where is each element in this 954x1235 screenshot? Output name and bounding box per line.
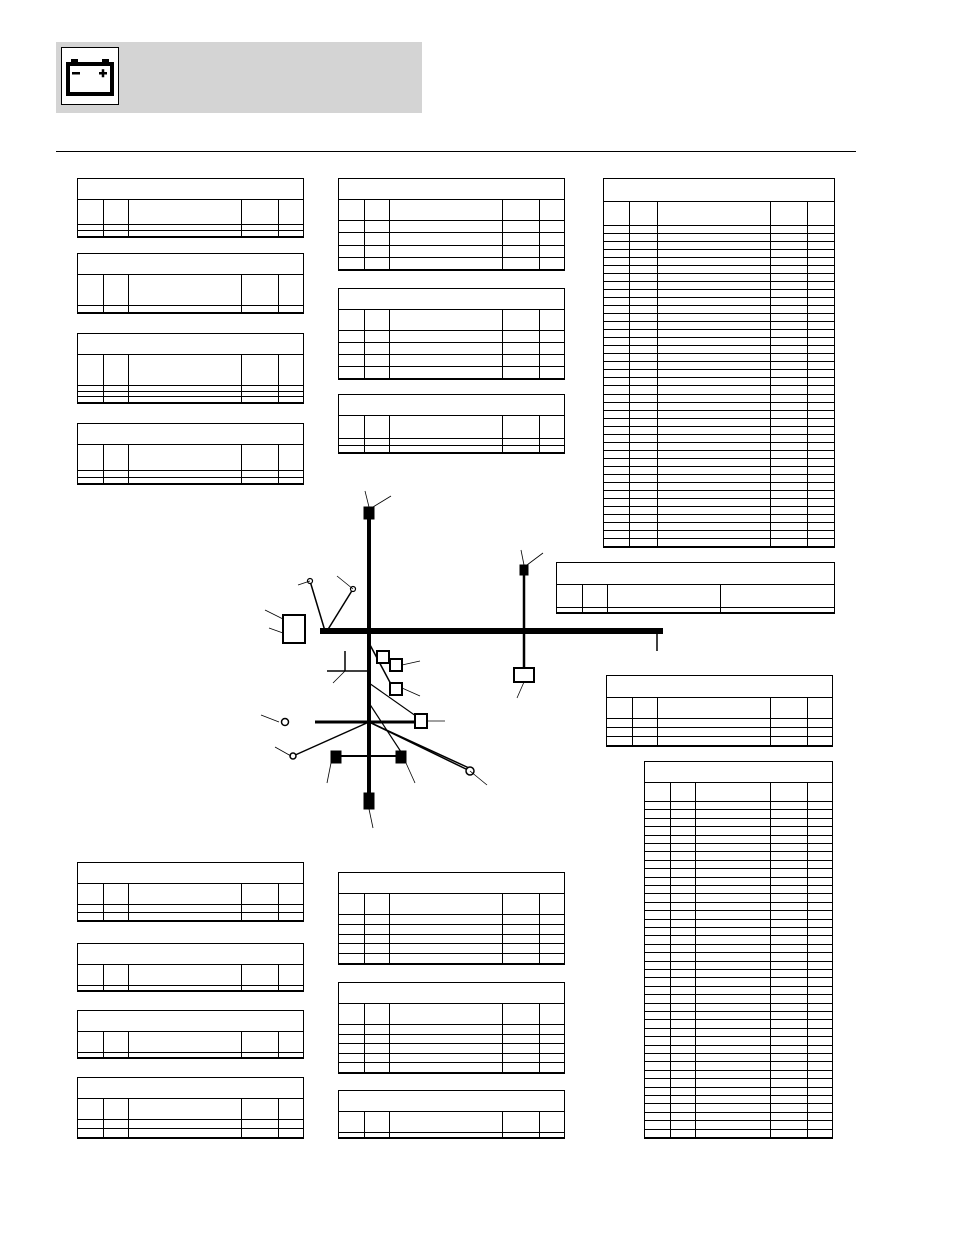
connector-right-top	[520, 565, 528, 575]
table-row	[339, 355, 564, 367]
table-column-divider	[241, 1032, 242, 1058]
table-row	[645, 1088, 832, 1096]
leader-1	[365, 491, 369, 507]
wire-harness-diagram	[255, 483, 675, 833]
table-column-divider	[364, 1112, 365, 1138]
table-row	[604, 258, 834, 266]
table-row	[645, 878, 832, 886]
table-row	[604, 435, 834, 443]
table-row	[339, 1035, 564, 1045]
table-row	[604, 274, 834, 282]
table-column-divider	[241, 200, 242, 237]
table-row	[339, 246, 564, 258]
table-row	[645, 852, 832, 860]
table-row	[645, 987, 832, 995]
table-column-divider	[241, 275, 242, 313]
leader-10	[275, 747, 291, 756]
wiring-table-t15	[77, 1077, 304, 1139]
table-column-divider	[241, 445, 242, 484]
table-row	[339, 221, 564, 233]
table-row	[604, 362, 834, 370]
table-row	[604, 322, 834, 330]
table-column-divider	[278, 445, 279, 484]
table-row	[645, 911, 832, 919]
connector-relay-3	[390, 683, 402, 695]
table-row	[78, 1120, 303, 1129]
table-row	[645, 1130, 832, 1138]
connector-right-bottom	[514, 668, 534, 682]
table-caption	[339, 983, 564, 1004]
table-column-divider	[128, 200, 129, 237]
table-caption	[339, 289, 564, 310]
table-column-divider	[502, 1004, 503, 1073]
connector-relay-1	[377, 651, 389, 663]
table-row	[339, 1063, 564, 1073]
table-row	[604, 467, 834, 475]
table-column-divider	[364, 1004, 365, 1073]
leader-11	[470, 771, 487, 785]
wiring-table-t17	[338, 982, 565, 1074]
table-row	[645, 1062, 832, 1070]
wiring-table-t13	[77, 943, 304, 992]
branch-diag-right	[369, 722, 470, 771]
table-row	[604, 338, 834, 346]
table-caption	[78, 863, 303, 884]
leader-13	[327, 763, 331, 783]
table-row	[604, 298, 834, 306]
table-row	[339, 233, 564, 245]
table-caption	[78, 424, 303, 445]
table-row	[645, 844, 832, 852]
table-caption	[78, 254, 303, 275]
table-row	[339, 935, 564, 945]
table-column-divider	[278, 884, 279, 921]
connector-foot-left	[331, 751, 341, 763]
table-row	[339, 258, 564, 270]
table-column-divider	[278, 355, 279, 403]
table-row	[645, 953, 832, 961]
table-row	[604, 378, 834, 386]
table-row	[604, 242, 834, 250]
table-column-divider	[278, 1032, 279, 1058]
connector-foot-right	[396, 751, 406, 763]
table-row	[604, 387, 834, 395]
table-row	[339, 915, 564, 925]
table-row	[645, 995, 832, 1003]
table-header	[78, 200, 303, 225]
table-header	[78, 355, 303, 386]
table-row	[604, 403, 834, 411]
table-row	[604, 419, 834, 427]
table-column-divider	[502, 310, 503, 379]
table-row	[645, 1020, 832, 1028]
table-column-divider	[241, 884, 242, 921]
connector-mid-right	[415, 714, 427, 728]
table-row	[604, 226, 834, 234]
table-column-divider	[364, 894, 365, 964]
table-column-divider	[807, 783, 808, 1138]
leader-8	[337, 576, 353, 589]
table-column-divider	[539, 310, 540, 379]
table-column-divider	[241, 965, 242, 991]
table-row	[604, 354, 834, 362]
table-header	[604, 202, 834, 226]
battery-icon	[62, 48, 118, 104]
table-column-divider	[103, 1032, 104, 1058]
table-column-divider	[128, 965, 129, 991]
table-header	[339, 1004, 564, 1025]
table-row	[645, 928, 832, 936]
table-row	[645, 1037, 832, 1045]
table-row	[339, 1044, 564, 1054]
table-row	[339, 331, 564, 343]
table-column-divider	[770, 202, 771, 547]
table-column-divider	[128, 355, 129, 403]
wiring-table-t2	[77, 253, 304, 314]
table-row	[604, 290, 834, 298]
table-row	[339, 944, 564, 954]
table-row	[604, 306, 834, 314]
table-column-divider	[128, 1099, 129, 1138]
leader-3	[521, 550, 524, 565]
table-caption	[339, 1091, 564, 1112]
connector-top	[364, 507, 374, 519]
branch-fan-2	[369, 703, 405, 758]
table-row	[645, 1121, 832, 1129]
table-caption	[78, 944, 303, 965]
table-header	[339, 1112, 564, 1133]
table-row	[645, 1012, 832, 1020]
table-row	[339, 1054, 564, 1064]
table-column-divider	[807, 698, 808, 746]
table-column-divider	[695, 783, 696, 1138]
leader-18	[402, 688, 420, 696]
table-header	[339, 894, 564, 915]
table-row	[645, 1046, 832, 1054]
table-row	[645, 1079, 832, 1087]
wiring-table-t4	[77, 423, 304, 485]
table-row	[604, 459, 834, 467]
table-column-divider	[807, 202, 808, 547]
table-column-divider	[389, 200, 390, 270]
leader-14	[406, 763, 415, 783]
table-row	[78, 397, 303, 403]
table-row	[645, 1004, 832, 1012]
table-caption	[339, 179, 564, 200]
wiring-table-t12	[77, 862, 304, 922]
table-row	[339, 367, 564, 379]
table-column-divider	[278, 275, 279, 313]
table-header	[339, 200, 564, 221]
table-row	[78, 306, 303, 313]
leader-19	[333, 671, 345, 683]
leader-6	[269, 628, 283, 633]
wiring-table-t1	[77, 178, 304, 238]
table-row	[645, 1071, 832, 1079]
table-row	[604, 346, 834, 354]
table-column-divider	[364, 200, 365, 270]
table-row	[78, 905, 303, 913]
table-column-divider	[539, 1004, 540, 1073]
table-column-divider	[278, 1099, 279, 1138]
leader-15	[517, 682, 524, 698]
table-row	[645, 920, 832, 928]
table-row	[604, 427, 834, 435]
table-row	[604, 451, 834, 459]
table-row	[604, 475, 834, 483]
table-caption	[339, 395, 564, 416]
table-column-divider	[770, 783, 771, 1138]
table-column-divider	[539, 416, 540, 453]
wiring-table-t16	[338, 872, 565, 965]
battery-icon-box	[61, 47, 119, 105]
table-row	[604, 370, 834, 378]
table-row	[604, 234, 834, 242]
table-row	[339, 954, 564, 964]
table-column-divider	[770, 698, 771, 746]
table-caption	[604, 179, 834, 202]
table-header	[78, 1032, 303, 1053]
wiring-table-t3	[77, 333, 304, 404]
table-row	[339, 446, 564, 453]
table-row	[645, 945, 832, 953]
table-column-divider	[539, 1112, 540, 1138]
header-rule	[56, 151, 856, 152]
table-column-divider	[502, 894, 503, 964]
table-row	[645, 962, 832, 970]
table-row	[645, 1104, 832, 1112]
table-row	[78, 231, 303, 237]
connector-relay-2	[390, 659, 402, 671]
connector-left-main	[283, 615, 305, 643]
table-row	[339, 925, 564, 935]
table-row	[645, 936, 832, 944]
table-column-divider	[502, 416, 503, 453]
table-row	[78, 913, 303, 921]
table-row	[339, 1025, 564, 1035]
leader-17	[402, 661, 420, 665]
table-row	[645, 886, 832, 894]
table-caption	[78, 334, 303, 355]
table-column-divider	[502, 200, 503, 270]
table-header	[78, 965, 303, 986]
connector-bottom	[364, 793, 374, 809]
table-row	[78, 986, 303, 991]
leader-12	[369, 809, 373, 828]
table-row	[645, 836, 832, 844]
table-row	[645, 894, 832, 902]
table-row	[645, 869, 832, 877]
table-column-divider	[128, 275, 129, 313]
table-column-divider	[241, 355, 242, 403]
table-row	[645, 1096, 832, 1104]
table-row	[339, 1133, 564, 1138]
table-column-divider	[670, 783, 671, 1138]
table-header	[78, 275, 303, 306]
table-header	[339, 416, 564, 439]
table-caption	[78, 179, 303, 200]
table-row	[339, 343, 564, 355]
table-column-divider	[103, 355, 104, 403]
table-row	[339, 439, 564, 446]
table-row	[604, 314, 834, 322]
table-column-divider	[241, 1099, 242, 1138]
table-row	[645, 1113, 832, 1121]
table-column-divider	[389, 1004, 390, 1073]
wiring-table-t14	[77, 1010, 304, 1059]
table-column-divider	[364, 416, 365, 453]
table-row	[645, 970, 832, 978]
ring-terminal-left	[282, 719, 289, 726]
table-column-divider	[278, 965, 279, 991]
leader-5	[265, 610, 283, 619]
branch-up-left-b	[327, 589, 353, 631]
wiring-table-t7	[338, 394, 565, 454]
table-caption	[339, 873, 564, 894]
table-row	[604, 330, 834, 338]
table-column-divider	[389, 310, 390, 379]
table-column-divider	[103, 884, 104, 921]
leader-4	[527, 553, 543, 565]
table-header	[78, 445, 303, 471]
table-row	[645, 978, 832, 986]
table-column-divider	[128, 884, 129, 921]
wiring-table-t5	[338, 178, 565, 271]
table-row	[78, 1053, 303, 1058]
wiring-table-t6	[338, 288, 565, 380]
table-caption	[78, 1078, 303, 1099]
table-column-divider	[103, 200, 104, 237]
table-row	[604, 395, 834, 403]
leader-9	[261, 715, 279, 722]
table-row	[645, 1054, 832, 1062]
table-row	[645, 903, 832, 911]
table-row	[78, 1129, 303, 1138]
table-column-divider	[502, 1112, 503, 1138]
table-column-divider	[103, 275, 104, 313]
wiring-table-t18	[338, 1090, 565, 1139]
table-column-divider	[128, 445, 129, 484]
table-column-divider	[720, 585, 721, 613]
table-column-divider	[389, 1112, 390, 1138]
table-header	[339, 310, 564, 331]
branch-up-left-a	[310, 581, 325, 631]
table-row	[604, 250, 834, 258]
table-column-divider	[539, 894, 540, 964]
table-row	[645, 1029, 832, 1037]
table-row	[604, 266, 834, 274]
header-band	[56, 42, 422, 113]
table-caption	[78, 1011, 303, 1032]
table-header	[78, 1099, 303, 1120]
table-row	[604, 443, 834, 451]
leader-2	[373, 496, 391, 507]
table-column-divider	[389, 416, 390, 453]
table-header	[78, 884, 303, 905]
table-row	[604, 282, 834, 290]
table-column-divider	[364, 310, 365, 379]
table-column-divider	[128, 1032, 129, 1058]
table-row	[645, 861, 832, 869]
table-column-divider	[103, 445, 104, 484]
table-column-divider	[278, 200, 279, 237]
table-column-divider	[103, 1099, 104, 1138]
table-row	[604, 411, 834, 419]
table-column-divider	[539, 200, 540, 270]
table-column-divider	[389, 894, 390, 964]
table-column-divider	[103, 965, 104, 991]
